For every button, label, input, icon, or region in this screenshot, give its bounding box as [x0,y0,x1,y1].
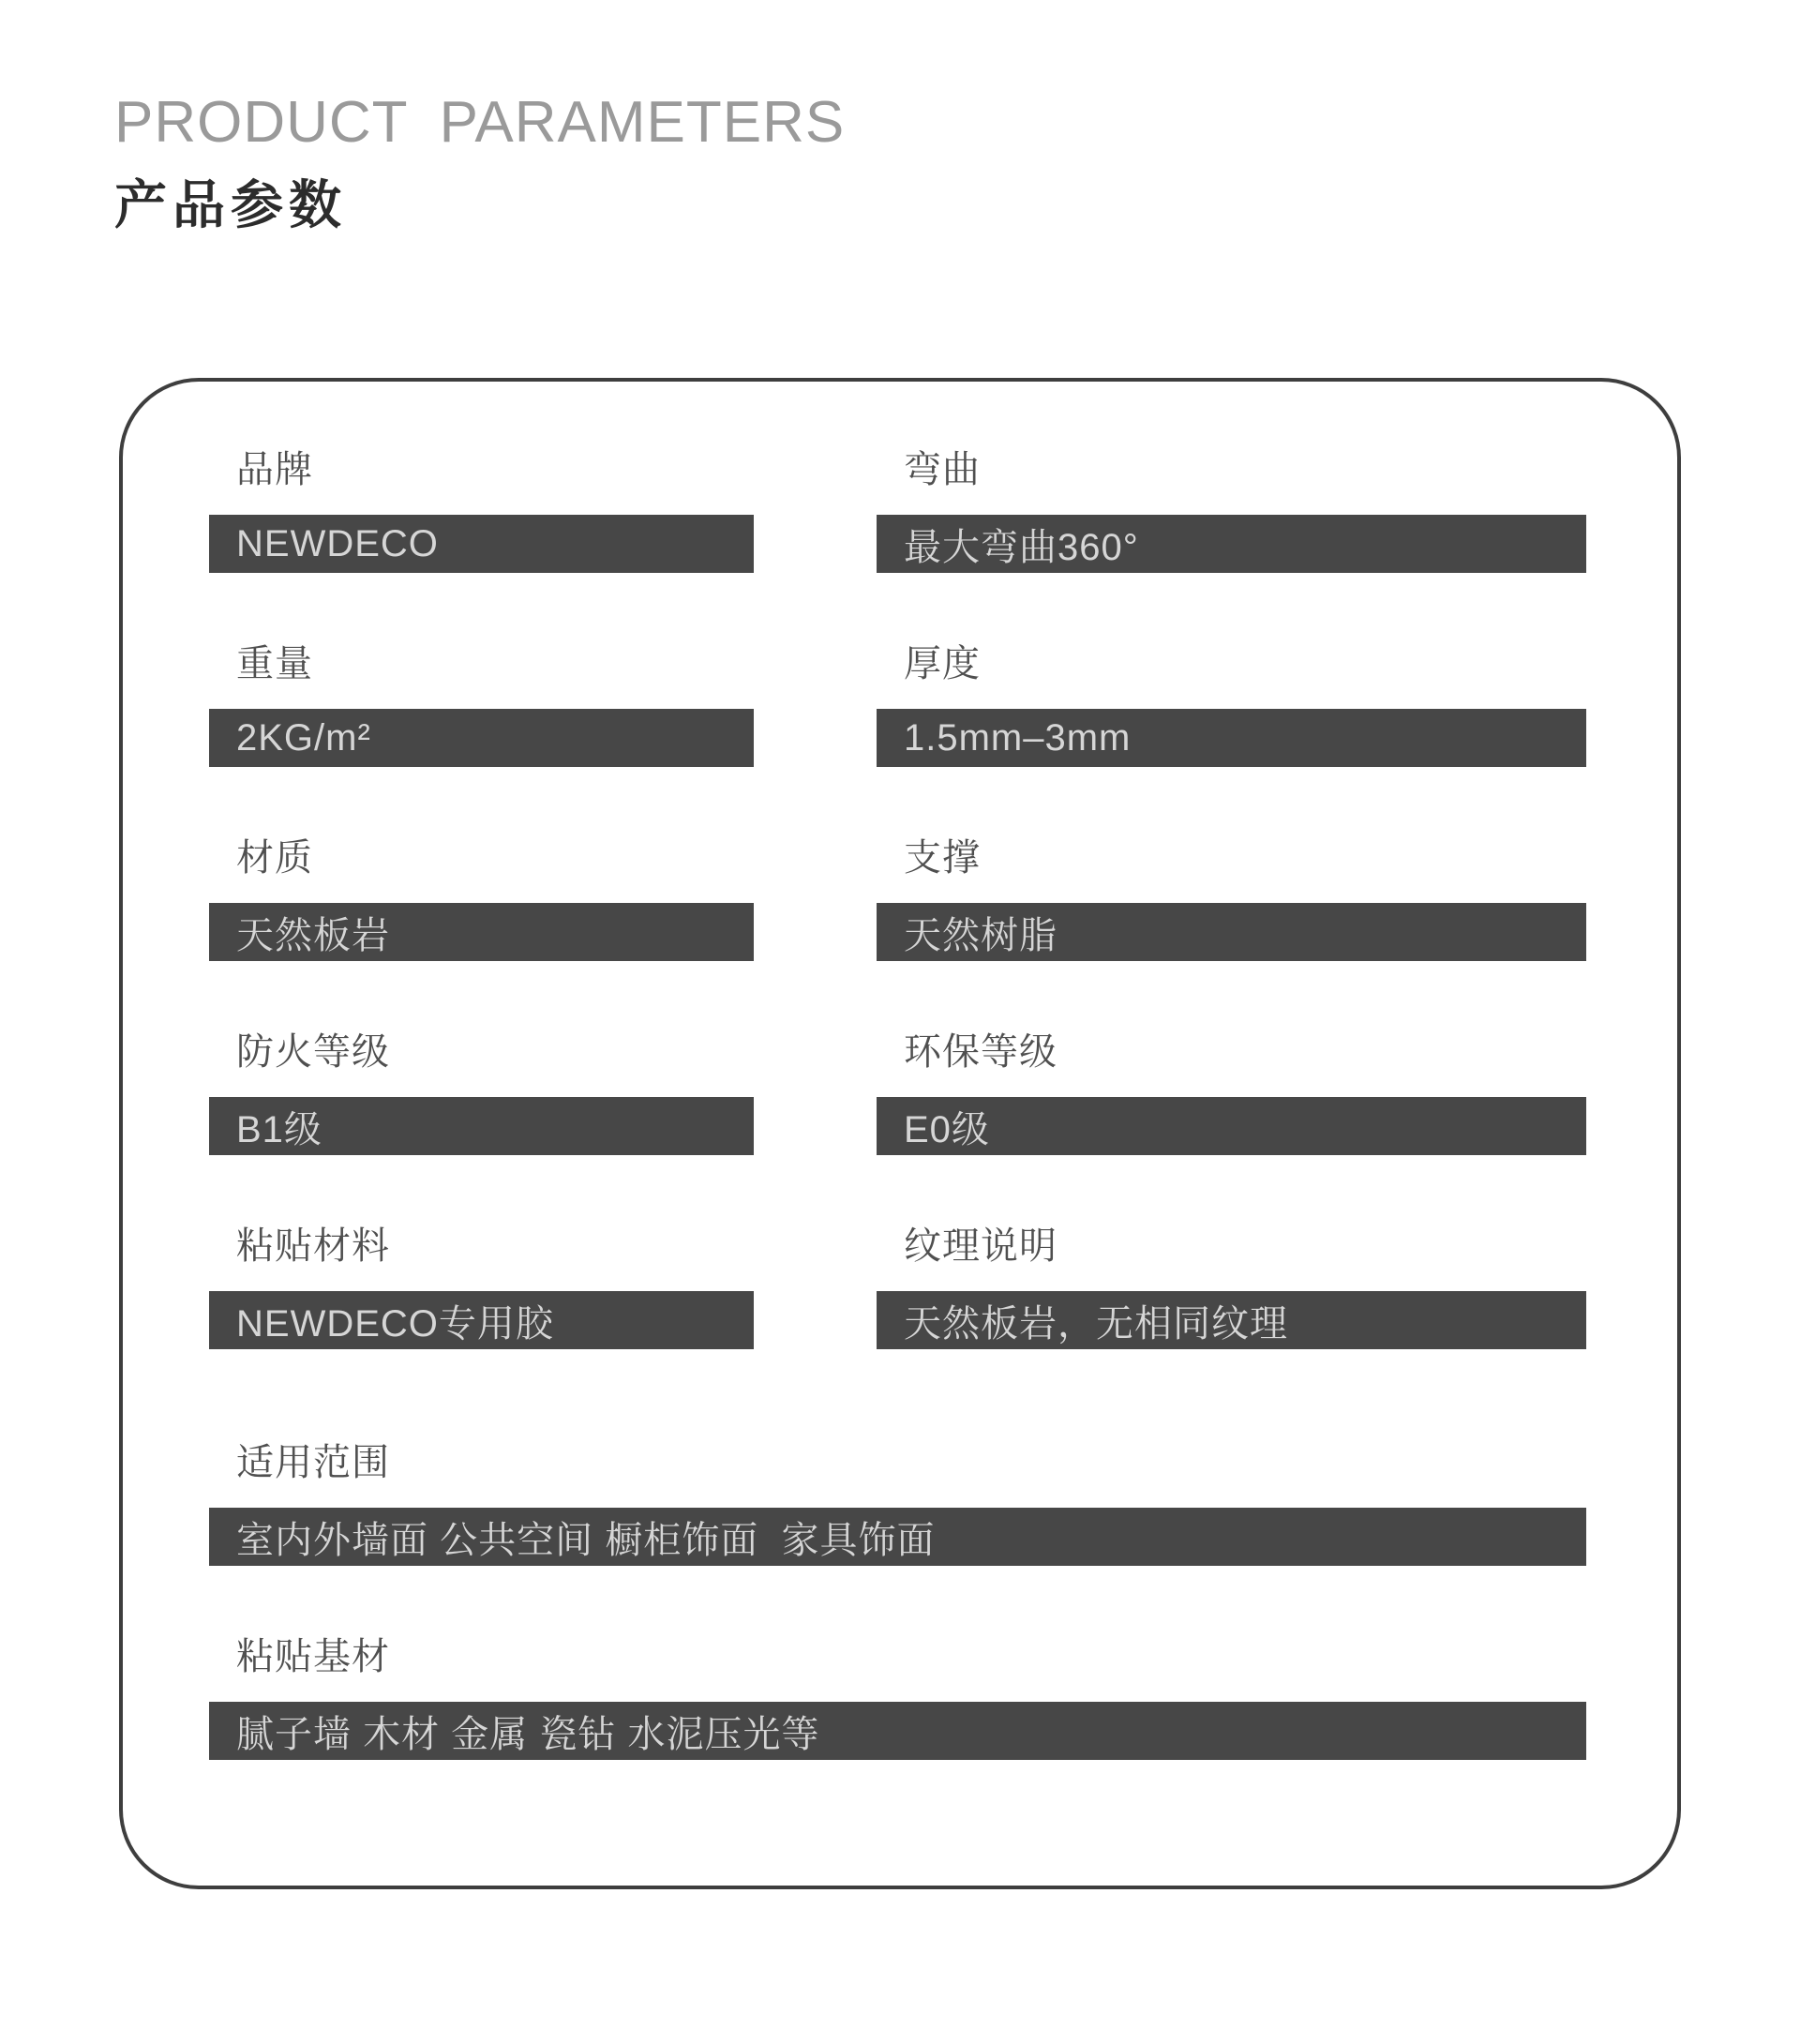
param-brand-value-bar [209,515,754,573]
param-substrate-label: 粘贴基材 [236,1636,390,1677]
param-brand [209,445,754,573]
param-fire-rating-label: 防火等级 [236,1031,390,1073]
param-material-value-bar [209,903,754,961]
param-support-label: 支撑 [904,837,981,879]
param-weight [209,639,754,767]
param-fire-rating [209,1028,754,1155]
param-adhesive-value-bar [209,1291,754,1349]
param-bending-value-bar [877,515,1586,573]
param-weight-value: 2KG/m² [236,716,371,759]
param-thickness-value: 1.5mm–3mm [904,716,1132,759]
param-application-range [209,1438,1586,1566]
parameters-panel [119,378,1681,1889]
param-adhesive [209,1222,754,1349]
param-texture-value: 天然板岩，无相同纹理 [904,1302,1288,1345]
param-substrate-value: 腻子墙 木材 金属 瓷钻 水泥压光等 [236,1713,820,1755]
param-fire-rating-value: B1级 [236,1108,322,1150]
param-material-label: 材质 [236,837,313,879]
param-bending-value: 最大弯曲360° [904,526,1139,568]
param-substrate [209,1632,1586,1760]
param-support [877,834,1586,961]
param-thickness-value-bar [877,709,1586,767]
param-material-value: 天然板岩 [236,914,390,956]
param-bending [877,445,1586,573]
param-material [209,834,754,961]
section-title-cn: 产品参数 [114,175,347,234]
param-texture [877,1222,1586,1349]
param-brand-label: 品牌 [236,449,313,490]
param-fire-rating-value-bar [209,1097,754,1155]
param-application-range-value: 室内外墙面 公共空间 橱柜饰面 家具饰面 [236,1519,936,1561]
parameters-grid [209,445,1586,1826]
param-adhesive-label: 粘贴材料 [236,1225,390,1267]
param-application-range-label: 适用范围 [236,1442,390,1483]
param-eco-rating [877,1028,1586,1155]
param-eco-rating-value-bar [877,1097,1586,1155]
param-application-range-value-bar [209,1508,1586,1566]
param-thickness-label: 厚度 [904,643,981,684]
param-weight-label: 重量 [236,643,313,684]
param-brand-value: NEWDECO [236,522,439,564]
param-eco-rating-label: 环保等级 [904,1031,1058,1073]
param-eco-rating-value: E0级 [904,1108,990,1150]
param-thickness [877,639,1586,767]
param-support-value: 天然树脂 [904,914,1058,956]
param-bending-label: 弯曲 [904,449,981,490]
param-adhesive-value: NEWDECO专用胶 [236,1302,554,1345]
param-texture-value-bar [877,1291,1586,1349]
section-title-en: PRODUCT PARAMETERS [114,90,846,155]
param-support-value-bar [877,903,1586,961]
param-substrate-value-bar [209,1702,1586,1760]
param-weight-value-bar [209,709,754,767]
param-texture-label: 纹理说明 [904,1225,1058,1267]
